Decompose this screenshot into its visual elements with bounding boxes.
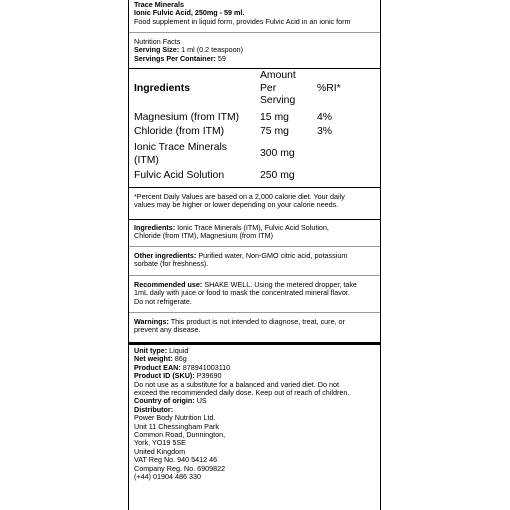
divider bbox=[129, 187, 380, 188]
distributor-line: (+44) 01904 486 330 bbox=[134, 472, 201, 482]
divider bbox=[129, 246, 380, 247]
distributor-line: United Kingdom bbox=[134, 446, 186, 456]
column-amount: Amount Per Serving bbox=[260, 70, 296, 106]
section-divider-thick bbox=[129, 342, 380, 345]
daily-values-footnote: *Percent Daily Values are based on a 2,000 calorie diet. Your daily values may be higher or lower depending on your calorie needs. bbox=[134, 192, 345, 210]
product-subtitle: Ionic Fulvic Acid, 250mg - 59 ml. bbox=[134, 8, 245, 18]
servings-per-container: Servings Per Container: 59 bbox=[134, 53, 226, 63]
divider bbox=[129, 312, 380, 313]
distributor-line: Company Reg. No. 6909822 bbox=[134, 463, 226, 473]
column-ri: %RI* bbox=[317, 83, 341, 94]
divider bbox=[129, 219, 380, 220]
warnings: Warnings: This product is not intended to diagnose, treat, cure, or prevent any disease. bbox=[134, 317, 345, 335]
ingredients-details: Ingredients: Ionic Trace Minerals (ITM), Fulvic Acid Solution, Chloride (from ITM), Magnesium (from ITM) bbox=[134, 223, 329, 241]
serving-size: Serving Size: 1 ml (0.2 teaspoon) bbox=[134, 45, 244, 55]
distributor-line: VAT Reg No. 940 5412 46 bbox=[134, 455, 218, 465]
column-ingredients: Ingredients bbox=[134, 83, 191, 94]
recommended-use: Recommended use: SHAKE WELL. Using the metered dropper, take 1mL daily with juice or food to mask the concentrated mineral flavor. Do not refrigerate. bbox=[134, 280, 357, 306]
distributor-line: York, YO19 5SE bbox=[134, 438, 186, 448]
other-ingredients: Other ingredients: Purified water, Non-GMO citric acid, potassium sorbate (for freshness). bbox=[134, 251, 348, 269]
product-description: Food supplement in liquid form, provides Fulvic Acid in an ionic form bbox=[134, 16, 351, 26]
nutrition-heading: Nutrition Facts bbox=[134, 37, 181, 46]
ingredients-table: Ingredients Amount Per Serving %RI* Magnesium (from ITM) 15 mg 4% Chloride (from ITM) 75 mg 3% Ionic Trace Minerals (ITM) 300 mg Fulvic Acid Solution 250 mg bbox=[134, 70, 375, 192]
divider bbox=[129, 275, 380, 276]
nutrition-facts bbox=[129, 38, 380, 63]
divider bbox=[129, 68, 380, 69]
supplement-label bbox=[128, 0, 381, 510]
product-info: Unit type: Liquid Net weight: 86g Product EAN: 878941003110 Product ID (SKU): P39690 Do not use as a substitute for a balanced and varied diet. Do not exceed the recommended daily dose. Keep out of reach of children. Country of origin: US Distributor: Power Body Nutrition Ltd. Unit 11 Chessingham Park Common Road, Dunnington, York, YO19 5SE United Kingdom VAT Reg No. 940 5412 46 Company Reg. No. 6909822 (+44) 01904 486 330 bbox=[129, 347, 380, 482]
distributor-line: Common Road, Dunnington, bbox=[134, 430, 226, 440]
distributor-line: Unit 11 Chessingham Park bbox=[134, 421, 219, 431]
divider bbox=[129, 32, 380, 33]
distributor-label: Distributor: bbox=[134, 404, 174, 414]
product-header bbox=[129, 1, 380, 26]
distributor-line: Power Body Nutrition Ltd. bbox=[134, 413, 216, 423]
product-title: Trace Minerals bbox=[134, 0, 184, 9]
